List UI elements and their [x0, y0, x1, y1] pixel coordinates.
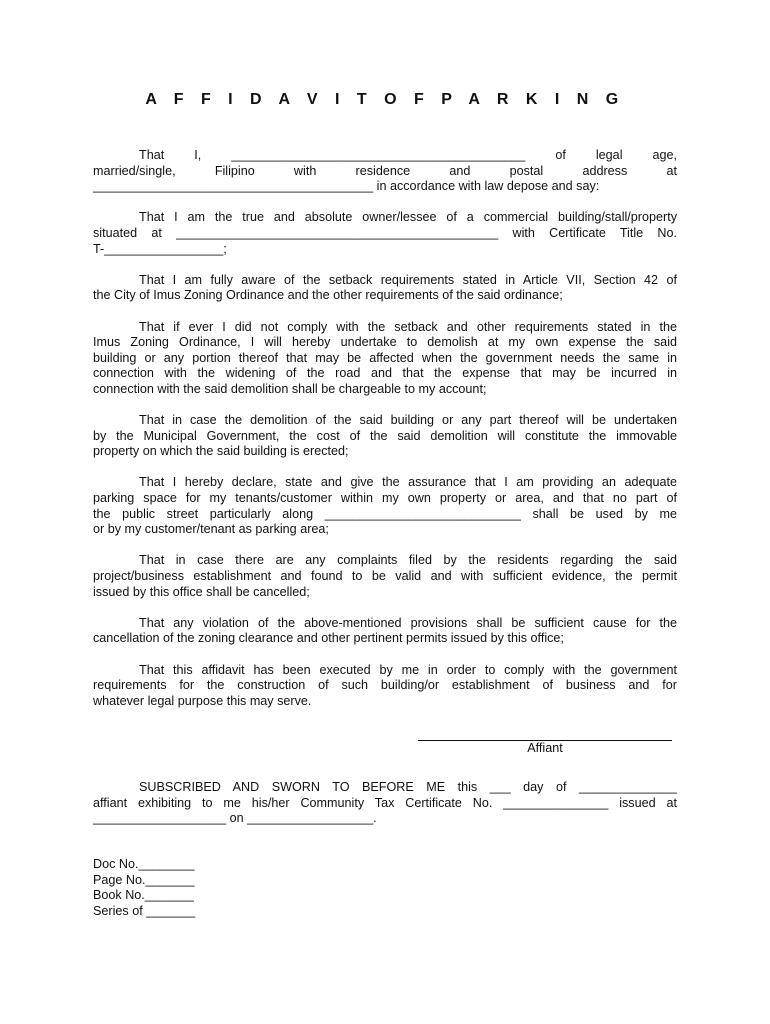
paragraph-municipal [93, 413, 677, 460]
signature-line [418, 724, 672, 741]
paragraph-line: requirements for the construction of such building/or establishment of business and for [93, 678, 677, 693]
paragraph-line: building or any portion thereof that may be affected when the government needs the same in [93, 350, 677, 365]
paragraph-line: parking space for my tenants/customer within my own property or area, and that no part of [93, 491, 677, 506]
paragraph-parking [93, 475, 677, 537]
paragraph-line: connection with the said demolition shall be chargeable to my account; [93, 381, 487, 396]
paragraph-line: property on which the said building is erected; [93, 444, 349, 459]
paragraph-line: or by my customer/tenant as parking area; [93, 522, 329, 537]
paragraph-executed [93, 663, 677, 710]
document-title: A F F I D A V I T O F P A R K I N G [145, 91, 625, 108]
paragraph-line: the public street particularly along ____________________________ shall be used by me [93, 506, 677, 521]
jurat-line-3: ___________________ on __________________. [93, 811, 377, 826]
intro-line-2: married/single, Filipino with residence and postal address at [93, 163, 677, 178]
paragraph-line: whatever legal purpose this may serve. [93, 693, 312, 708]
paragraph-line: project/business establishment and found to be valid and with sufficient evidence, the permit [93, 569, 677, 584]
doc-number: Doc No.________ [93, 857, 195, 871]
paragraph-line: That I am the true and absolute owner/lessee of a commercial building/stall/property [139, 210, 677, 225]
paragraph-complaints [93, 553, 677, 600]
paragraph-line: That in case there are any complaints filed by the residents regarding the said [139, 553, 677, 568]
paragraph-setback [93, 273, 677, 304]
paragraph-line: issued by this office shall be cancelled; [93, 584, 310, 599]
page-number: Page No._______ [93, 872, 195, 887]
jurat-line-2: affiant exhibiting to me his/her Community Tax Certificate No. _______________ issued at [93, 795, 677, 810]
paragraph-line: cancellation of the zoning clearance and other pertinent permits issued by this office; [93, 631, 564, 646]
paragraph-line: by the Municipal Government, the cost of the said demolition will constitute the immovable [93, 428, 677, 443]
affiant-signature-block [418, 724, 672, 756]
paragraph-owner [93, 210, 677, 257]
jurat-line-1: SUBSCRIBED AND SWORN TO BEFORE ME this ___ day of ______________ [139, 780, 677, 794]
paragraph-demolish [93, 320, 677, 398]
paragraph-line: That I hereby declare, state and give the assurance that I am providing an adequate [139, 475, 677, 490]
paragraph-line: That I am fully aware of the setback requirements stated in Article VII, Section 42 of [139, 272, 677, 287]
paragraph-line: the City of Imus Zoning Ordinance and the other requirements of the said ordinance; [93, 288, 563, 303]
paragraph-line: That in case the demolition of the said building or any part thereof will be undertaken [139, 413, 677, 428]
paragraph-line: That if ever I did not comply with the setback and other requirements stated in the [139, 319, 677, 334]
book-number: Book No._______ [93, 888, 194, 903]
paragraph-violation [93, 616, 677, 647]
intro-line-3: ________________________________________ in accordance with law depose and say: [93, 179, 600, 194]
affiant-label: Affiant [527, 740, 563, 755]
paragraph-line: That any violation of the above-mentioned provisions shall be sufficient cause for the [139, 615, 677, 630]
series-year: Series of _______ [93, 903, 196, 918]
notarial-register [93, 857, 293, 919]
jurat-paragraph [93, 780, 677, 827]
intro-paragraph [93, 148, 677, 195]
paragraph-line: Imus Zoning Ordinance, I will hereby undertake to demolish at my own expense the said [93, 335, 677, 350]
paragraph-line: situated at ______________________________________________ with Certificate Title No. [93, 225, 677, 240]
intro-line-1: That I, __________________________________________ of legal age, [139, 148, 677, 162]
paragraph-line: T-_________________; [93, 241, 227, 256]
paragraph-line: connection with the widening of the road and that the expense that may be incurred in [93, 366, 677, 381]
affidavit-body [93, 148, 677, 725]
paragraph-line: That this affidavit has been executed by me in order to comply with the government [139, 662, 677, 677]
